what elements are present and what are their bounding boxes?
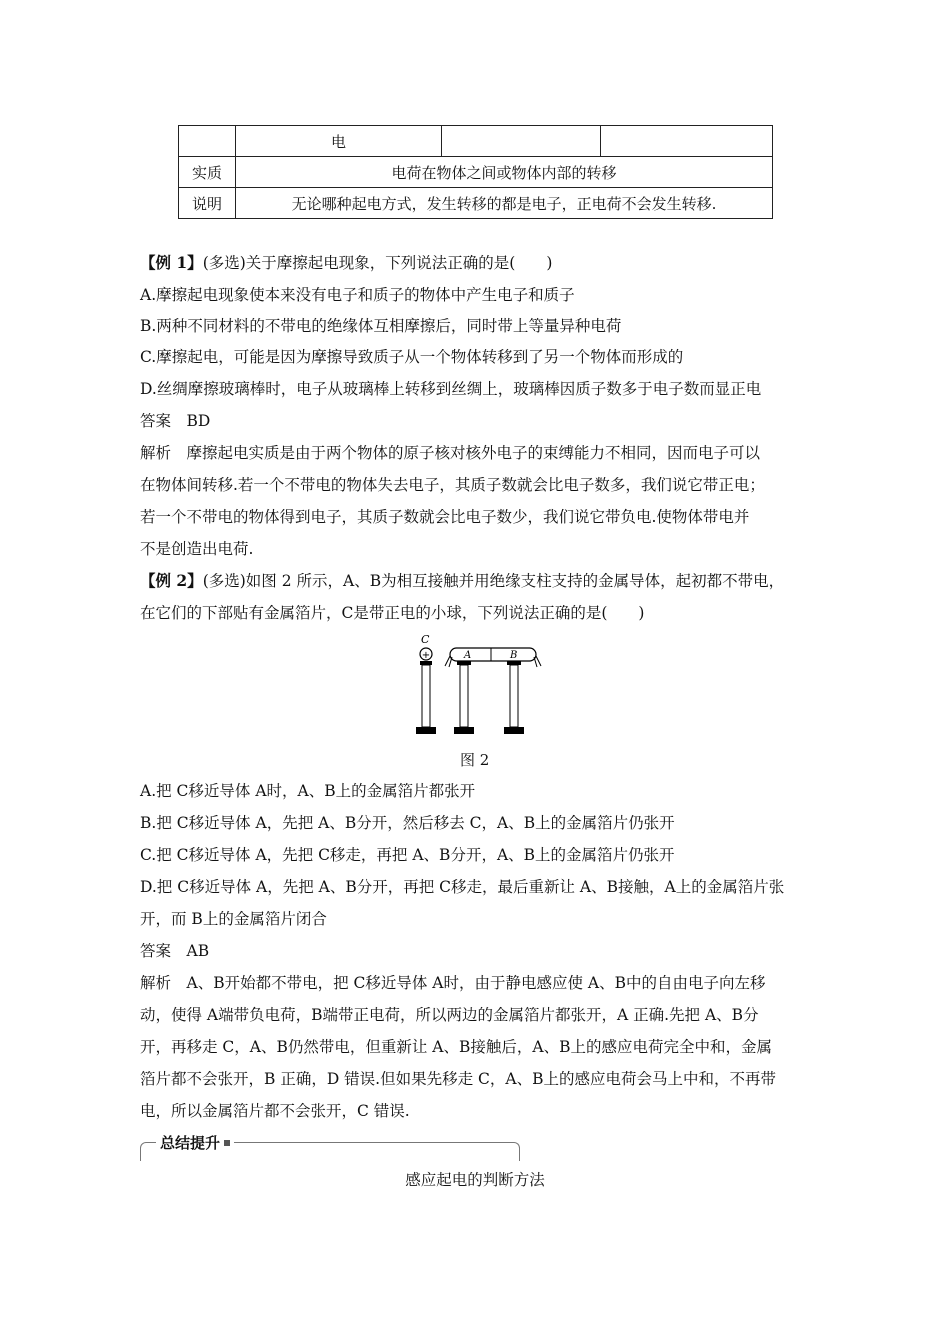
option: B.两种不同材料的不带电的绝缘体互相摩擦后，同时带上等量异种电荷 (140, 317, 622, 335)
answer: 答案 AB (140, 942, 210, 960)
stand-base (454, 727, 474, 734)
analysis-line: 不是创造出电荷. (140, 540, 254, 558)
table-cell: 电荷在物体之间或物体内部的转移 (236, 157, 773, 188)
table-row-header: 说明 (179, 188, 236, 219)
table-row (179, 126, 773, 157)
table-row-header: 实质 (179, 157, 236, 188)
insulating-stand-b (510, 665, 518, 727)
summary-title: 感应起电的判断方法 (405, 1171, 545, 1189)
option: D.把 C移近导体 A，先把 A、B分开，再把 C移走，最后重新让 A、B接触，A上的金属箔片张 (140, 878, 785, 896)
stand-top (420, 661, 432, 665)
table-cell: 无论哪种起电方式，发生转移的都是电子，正电荷不会发生转移. (236, 188, 773, 219)
analysis-line: 解析 A、B开始都不带电，把 C移近导体 A时，由于静电感应使 A、B中的自由电子向左移 (140, 974, 766, 992)
table-cell (442, 126, 601, 157)
option: B.把 C移近导体 A，先把 A、B分开，然后移去 C，A、B上的金属箔片仍张开 (140, 814, 675, 832)
table-cell: 电 (236, 126, 442, 157)
analysis-line: 开，再移走 C，A、B仍然带电，但重新让 A、B接触后，A、B上的感应电荷完全中和，金属 (140, 1038, 772, 1056)
example-tag: 【例 1】 (140, 253, 203, 272)
option: D.丝绸摩擦玻璃棒时，电子从玻璃棒上转移到丝绸上，玻璃棒因质子数多于电子数而显正电 (140, 380, 762, 398)
stand-base (504, 727, 524, 734)
analysis-line: 若一个不带电的物体得到电子，其质子数就会比电子数少，我们说它带负电.使物体带电并 (140, 508, 750, 526)
table-cell (601, 126, 773, 157)
conductor-ab (450, 648, 536, 661)
example-2-question (140, 571, 820, 591)
example-1-question (140, 253, 820, 273)
summary-label-text: 总结提升 (160, 1134, 221, 1152)
summary-label (156, 1132, 234, 1153)
insulating-stand-c (422, 665, 430, 727)
label-b: B (510, 650, 518, 661)
label-c: C (421, 633, 430, 646)
square-bullet-icon (224, 1140, 230, 1146)
stand-top (457, 661, 471, 665)
figure-caption: 图 2 (460, 751, 490, 769)
table-row (179, 157, 773, 188)
comparison-table (178, 125, 773, 219)
insulating-stand-a (460, 665, 468, 727)
analysis-line: 动，使得 A端带负电荷，B端带正电荷，所以两边的金属箔片都张开，A 正确.先把 A、B分 (140, 1006, 759, 1024)
option: C.摩擦起电，可能是因为摩擦导致质子从一个物体转移到了另一个物体而形成的 (140, 348, 684, 366)
label-a: A (464, 650, 472, 661)
option: A.把 C移近导体 A时，A、B上的金属箔片都张开 (140, 782, 476, 800)
analysis-line: 解析 摩擦起电实质是由于两个物体的原子核对核外电子的束缚能力不相同，因而电子可以 (140, 444, 761, 462)
option: 开，而 B上的金属箔片闭合 (140, 910, 327, 928)
question-text: (多选)关于摩擦起电现象，下列说法正确的是( ) (202, 254, 553, 272)
stand-top (507, 661, 521, 665)
option: C.把 C移近导体 A，先把 C移走，再把 A、B分开，A、B上的金属箔片仍张开 (140, 846, 675, 864)
example-tag: 【例 2】 (140, 571, 203, 590)
plus-sign: + (421, 650, 431, 661)
table-row (179, 188, 773, 219)
answer: 答案 BD (140, 412, 211, 430)
figure-2-electroscope-diagram (412, 632, 542, 742)
analysis-line: 箔片都不会张开，B 正确，D 错误.但如果先移走 C，A、B上的感应电荷会马上中和，不再带 (140, 1070, 776, 1088)
question-text: 在它们的下部贴有金属箔片，C是带正电的小球，下列说法正确的是( ) (140, 604, 645, 622)
question-text: (多选)如图 2 所示，A、B为相互接触并用绝缘支柱支持的金属导体，起初都不带电， (202, 572, 785, 590)
analysis-line: 电，所以金属箔片都不会张开，C 错误. (140, 1102, 410, 1120)
option: A.摩擦起电现象使本来没有电子和质子的物体中产生电子和质子 (140, 286, 575, 304)
analysis-line: 在物体间转移.若一个不带电的物体失去电子，其质子数就会比电子数多，我们说它带正电； (140, 476, 765, 494)
stand-base (416, 727, 436, 734)
table-cell (179, 126, 236, 157)
